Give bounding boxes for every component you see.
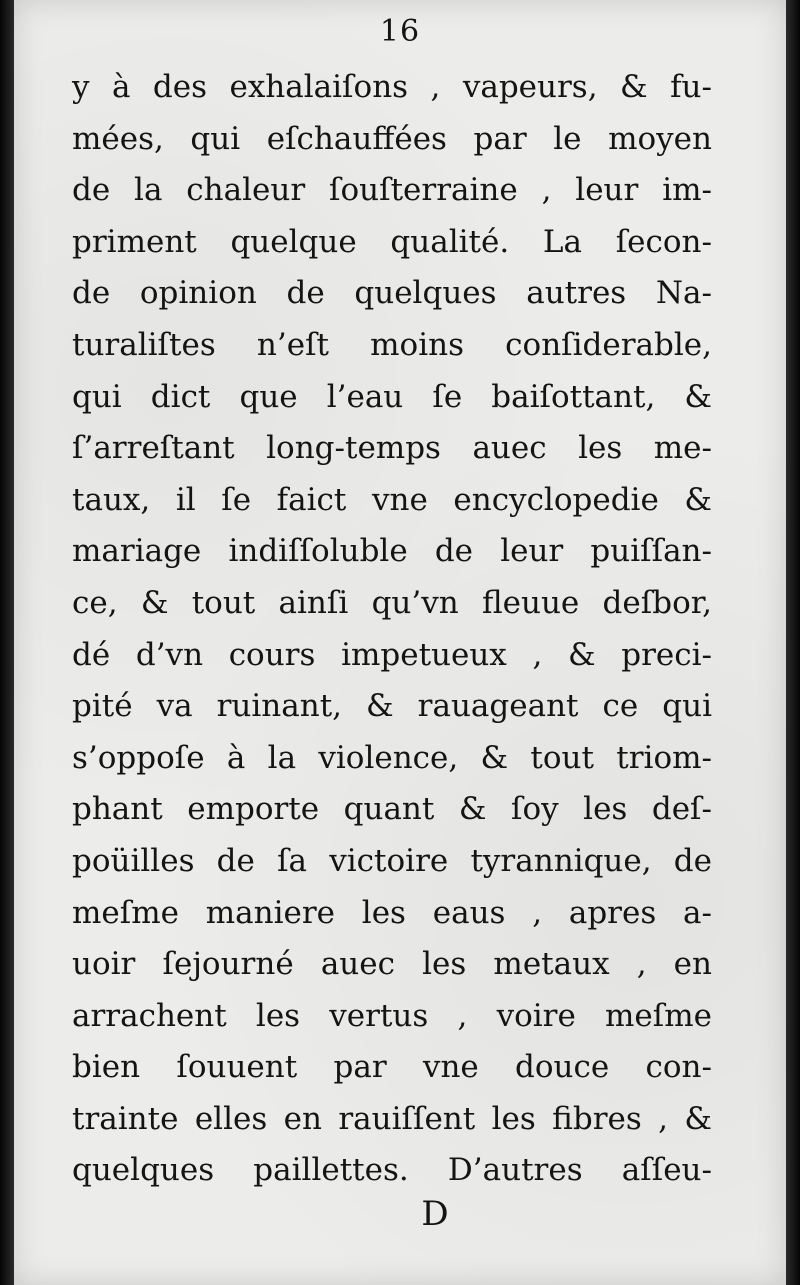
text-line: ce, & tout ainſi qu’vn fleuue deſbor, [72,584,712,621]
text-line: bien ſouuent par vne douce con- [72,1049,712,1086]
text-line: y à des exhalaiſons , vapeurs, & fu- [72,69,712,105]
text-line: ſ’arreſtant long-temps auec les me- [72,430,712,467]
text-line: phant emporte quant & ſoy les deſ- [72,791,712,828]
text-line: quelques paillettes. D’autres aſſeu- [72,1152,712,1189]
text-line: turaliſtes n’eſt moins conſiderable, [72,326,712,363]
page-edge-left [0,0,14,1285]
text-line: mariage indiſſoluble de leur puiſſan- [72,533,712,570]
text-line: arrachent les vertus , voire meſme [72,997,712,1034]
text-line: de la chaleur ſouſterraine , leur im- [72,172,712,209]
book-page [14,0,786,1285]
text-line: pité va ruinant, & rauageant ce qui [72,688,712,725]
text-line: mées, qui eſchauffées par le moyen [72,120,712,157]
text-line: de opinion de quelques autres Na- [72,275,712,312]
text-line: s’oppoſe à la violence, & tout triom- [72,739,712,776]
page-number: 16 [379,14,421,49]
text-line: meſme maniere les eaus , apres a- [72,894,712,931]
text-line: priment quelque qualité. La ſecon- [72,223,712,260]
text-line: qui dict que l’eau ſe baiſottant, & [72,378,712,415]
text-line: taux, il ſe faict vne encyclopedie & [72,481,712,518]
body-text [72,62,712,1197]
text-line: uoir ſejourné auec les metaux , en [72,946,712,983]
text-line: trainte elles en rauiſſent les fibres , & [72,1100,712,1137]
signature-mark: D [421,1194,449,1234]
page-edge-right [786,0,800,1285]
text-line: dé d’vn cours impetueux , & preci- [72,636,712,673]
text-line: poüilles de ſa victoire tyrannique, de [72,842,712,879]
